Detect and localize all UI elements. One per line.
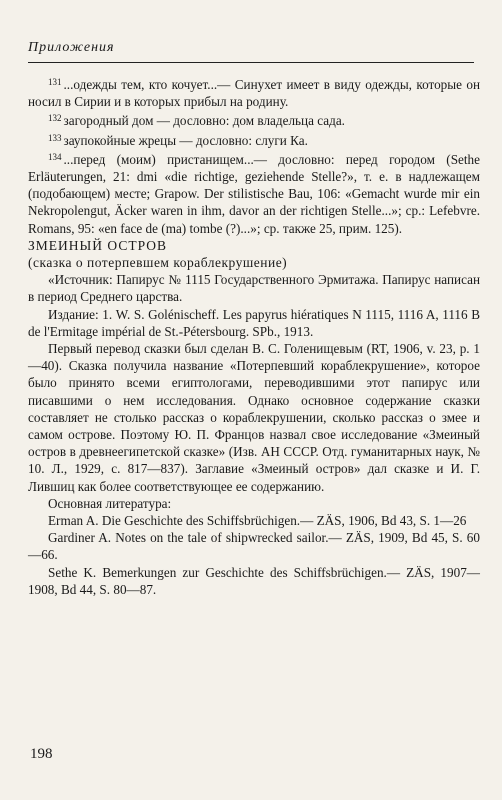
note-number: 134 [48,151,62,162]
note-text: заупокойные жрецы — дословно: слуги Ка. [63,132,308,148]
literature-item: Sethe K. Bemerkungen zur Geschichte des Schiffsbrüchigen.— ZÄS, 1907—1908, Bd 44, S. 80—87. [28,564,480,597]
note-text: ...одежды тем, кто кочует...— Синухет имеет в виду одежды, которые он носил в Сирии и в которых прибыл на родину. [28,77,480,110]
note-number: 132 [48,113,62,124]
note-number: 131 [48,77,62,87]
literature-item: Erman A. Die Geschichte des Schiffsbrüchigen.— ZÄS, 1906, Bd 43, S. 1—26 [48,513,467,529]
section-title: ЗМЕИНЫЙ ОСТРОВ [28,237,168,253]
page-number: 198 [30,746,53,762]
note-text: загородный дом — дословно: дом владельца сада. [63,113,345,129]
literature-item: Gardiner A. Notes on the tale of shipwrecked sailor.— ZÄS, 1909, Bd 45, S. 60—66. [28,530,480,563]
paragraph-translation: Первый перевод сказки был сделан В. С. Голенищевым (RT, 1906, v. 23, p. 1—40). Сказка получила название «Потерпевший кораблекрушение», которое было принято всеми египтологами, переводившими этот папирус или писавшими о нем исследования. Однако основное содержание сказки составляет не столько рассказ о кораблекрушении, сколько рассказ о змее и самом острове. Поэтому Ю. П. Францов назвал свое исследование «Змеиный остров в древнеегипетской сказке» (Изв. АН СССР. Отд. гуманитарных наук, № 10. Л., 1929, с. 817—837). Заглавие «Змеиный остров» дал сказке и И. Г. Лившиц как более соответствующее ее содержанию. [28,341,480,494]
note-text: ...перед (моим) пристанищем...— дословно: перед городом (Sethe Erläuterungen, 21: dmi «die richtige, geziehende Stelle?», т. е. в надлежащем (подобающем) месте; Grapow. Der stilistische Bau, 106: «Gemacht wurde mir ein Nekropolengut, Äcker waren in ihm, davor an der richtigen Stelle...»; ср.: Lefebvre. Romans, 95: «en face de (ma) tombe (?)...»; ср. также 25, прим. 125). [28,151,480,236]
section-subtitle: (сказка о потерпевшем кораблекрушение) [28,255,288,271]
note-132 [28,110,480,129]
running-head: Приложения [28,40,115,55]
note-number: 133 [48,132,62,143]
header-rule [28,62,474,63]
note-134 [28,149,480,237]
note-131 [28,74,480,110]
literature-heading: Основная литература: [48,495,172,511]
page-content [28,74,480,598]
paragraph-source: «Источник: Папирус № 1115 Государственного Эрмитажа. Папирус написан в период Среднего царства. [28,272,480,305]
note-133 [28,130,480,149]
paragraph-edition: Издание: 1. W. S. Golénischeff. Les papyrus hiératiques N 1115, 1116 A, 1116 B de l'Ermitage impérial de St.-Pétersbourg. SPb., 1913. [28,306,480,339]
